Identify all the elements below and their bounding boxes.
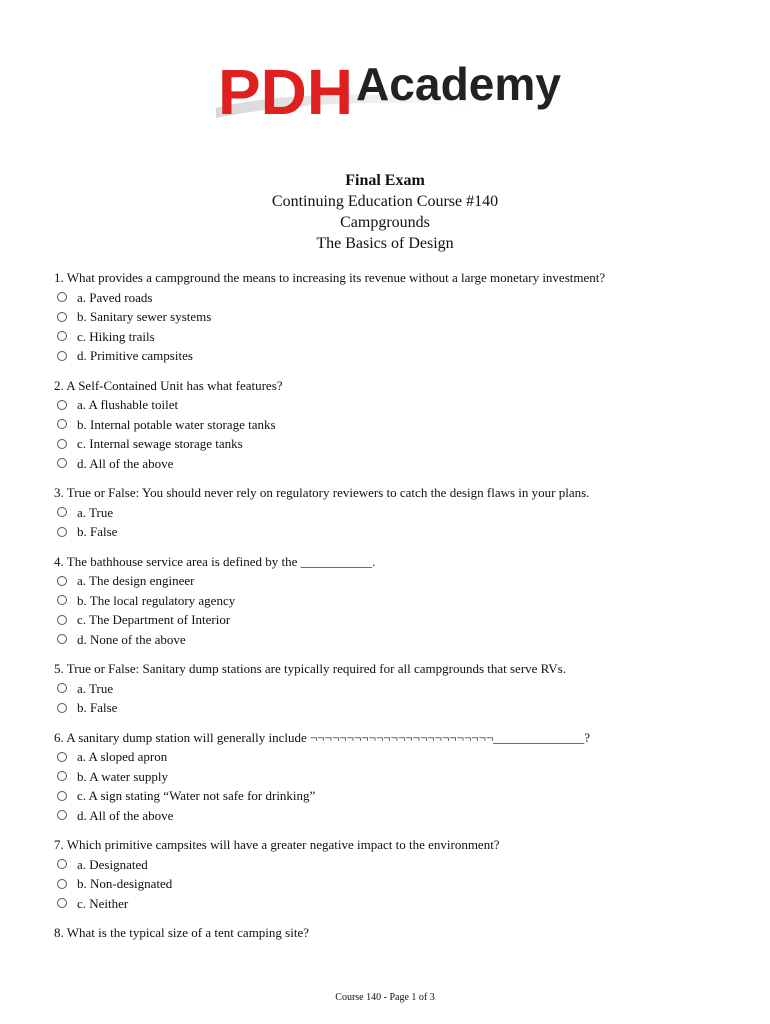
answer-option[interactable] bbox=[54, 307, 744, 327]
answer-option-label: b. False bbox=[77, 700, 118, 715]
question-8 bbox=[54, 923, 744, 943]
question-text: 3. True or False: You should never rely on regulatory reviewers to catch the design flaws in your plans. bbox=[54, 485, 590, 500]
question-text: 4. The bathhouse service area is defined by the ___________. bbox=[54, 553, 376, 569]
answer-option[interactable] bbox=[54, 454, 744, 474]
answer-option-label: b. The local regulatory agency bbox=[77, 592, 236, 608]
answer-option[interactable] bbox=[54, 591, 744, 611]
question-4 bbox=[54, 552, 744, 650]
answer-option-label: d. All of the above bbox=[77, 807, 174, 823]
radio-button-icon[interactable] bbox=[57, 351, 67, 361]
radio-button-icon[interactable] bbox=[57, 576, 67, 586]
page-footer: Course 140 - Page 1 of 3 bbox=[335, 992, 435, 1003]
answer-option-label: c. Neither bbox=[77, 895, 129, 911]
answer-option[interactable] bbox=[54, 630, 744, 650]
answer-option-label: a. True bbox=[77, 504, 114, 520]
radio-button-icon[interactable] bbox=[57, 400, 67, 410]
radio-button-icon[interactable] bbox=[57, 879, 67, 889]
answer-option[interactable] bbox=[54, 503, 744, 523]
answer-option[interactable] bbox=[54, 395, 744, 415]
answer-option-label: a. A flushable toilet bbox=[77, 397, 179, 412]
answer-option-label: b. Non-designated bbox=[77, 876, 173, 891]
answer-option-label: c. A sign stating “Water not safe for drinking” bbox=[77, 788, 316, 803]
radio-button-icon[interactable] bbox=[57, 683, 67, 693]
logo-pdh-text: PDH bbox=[218, 56, 353, 122]
radio-button-icon[interactable] bbox=[57, 771, 67, 781]
exam-header bbox=[0, 170, 770, 254]
answer-option-label: a. The design engineer bbox=[77, 573, 195, 588]
question-text: 8. What is the typical size of a tent camping site? bbox=[54, 925, 309, 940]
radio-button-icon[interactable] bbox=[57, 859, 67, 869]
answer-option-label: d. All of the above bbox=[77, 455, 174, 471]
answer-option[interactable] bbox=[54, 346, 744, 366]
radio-button-icon[interactable] bbox=[57, 752, 67, 762]
answer-option-label: d. Primitive campsites bbox=[77, 348, 193, 363]
answer-option[interactable] bbox=[54, 571, 744, 591]
answer-option-label: b. A water supply bbox=[77, 768, 168, 784]
question-1 bbox=[54, 268, 744, 366]
question-text: 7. Which primitive campsites will have a greater negative impact to the environment? bbox=[54, 837, 500, 852]
answer-option[interactable] bbox=[54, 610, 744, 630]
radio-button-icon[interactable] bbox=[57, 703, 67, 713]
answer-option[interactable] bbox=[54, 679, 744, 699]
answer-option[interactable] bbox=[54, 698, 744, 718]
answer-option[interactable] bbox=[54, 747, 744, 767]
course-subtitle: The Basics of Design bbox=[316, 235, 454, 252]
answer-option-label: c. Internal sewage storage tanks bbox=[77, 436, 243, 451]
answer-option-label: a. True bbox=[77, 680, 114, 696]
radio-button-icon[interactable] bbox=[57, 810, 67, 820]
answer-option[interactable] bbox=[54, 855, 744, 875]
answer-option-label: d. None of the above bbox=[77, 631, 186, 647]
answer-option[interactable] bbox=[54, 288, 744, 308]
question-text: 2. A Self-Contained Unit has what features? bbox=[54, 377, 283, 393]
answer-option[interactable] bbox=[54, 434, 744, 454]
answer-option-label: b. Internal potable water storage tanks bbox=[77, 416, 276, 432]
answer-option-label: b. Sanitary sewer systems bbox=[77, 309, 212, 324]
answer-option-label: c. The Department of Interior bbox=[77, 612, 231, 627]
radio-button-icon[interactable] bbox=[57, 615, 67, 625]
logo-academy-text: Academy bbox=[356, 58, 562, 110]
question-text: 6. A sanitary dump station will generally include ¬¬¬¬¬¬¬¬¬¬¬¬¬¬¬¬¬¬¬¬¬¬¬¬¬______________? bbox=[54, 729, 591, 745]
question-5 bbox=[54, 659, 744, 718]
answer-option[interactable] bbox=[54, 806, 744, 826]
radio-button-icon[interactable] bbox=[57, 791, 67, 801]
answer-option-label: a. Paved roads bbox=[77, 289, 153, 305]
course-number: Continuing Education Course #140 bbox=[271, 193, 499, 210]
question-7 bbox=[54, 835, 744, 913]
radio-button-icon[interactable] bbox=[57, 898, 67, 908]
radio-button-icon[interactable] bbox=[57, 507, 67, 517]
radio-button-icon[interactable] bbox=[57, 439, 67, 449]
radio-button-icon[interactable] bbox=[57, 312, 67, 322]
question-list bbox=[54, 268, 744, 953]
radio-button-icon[interactable] bbox=[57, 595, 67, 605]
pdh-academy-logo bbox=[216, 56, 566, 122]
answer-option[interactable] bbox=[54, 522, 744, 542]
radio-button-icon[interactable] bbox=[57, 292, 67, 302]
radio-button-icon[interactable] bbox=[57, 419, 67, 429]
radio-button-icon[interactable] bbox=[57, 634, 67, 644]
question-6 bbox=[54, 728, 744, 826]
question-text: 5. True or False: Sanitary dump stations are typically required for all campgrounds that serve RVs. bbox=[54, 661, 566, 676]
question-text: 1. What provides a campground the means to increasing its revenue without a large monetary investment? bbox=[54, 270, 606, 285]
answer-option[interactable] bbox=[54, 767, 744, 787]
answer-option-label: a. Designated bbox=[77, 856, 148, 872]
answer-option-label: c. Hiking trails bbox=[77, 328, 155, 344]
question-3 bbox=[54, 483, 744, 542]
course-subject: Campgrounds bbox=[340, 214, 430, 231]
answer-option-label: a. A sloped apron bbox=[77, 749, 168, 764]
radio-button-icon[interactable] bbox=[57, 527, 67, 537]
answer-option[interactable] bbox=[54, 894, 744, 914]
radio-button-icon[interactable] bbox=[57, 331, 67, 341]
answer-option[interactable] bbox=[54, 415, 744, 435]
answer-option[interactable] bbox=[54, 874, 744, 894]
answer-option[interactable] bbox=[54, 786, 744, 806]
exam-title: Final Exam bbox=[345, 172, 425, 189]
answer-option-label: b. False bbox=[77, 524, 118, 539]
radio-button-icon[interactable] bbox=[57, 458, 67, 468]
answer-option[interactable] bbox=[54, 327, 744, 347]
question-2 bbox=[54, 376, 744, 474]
